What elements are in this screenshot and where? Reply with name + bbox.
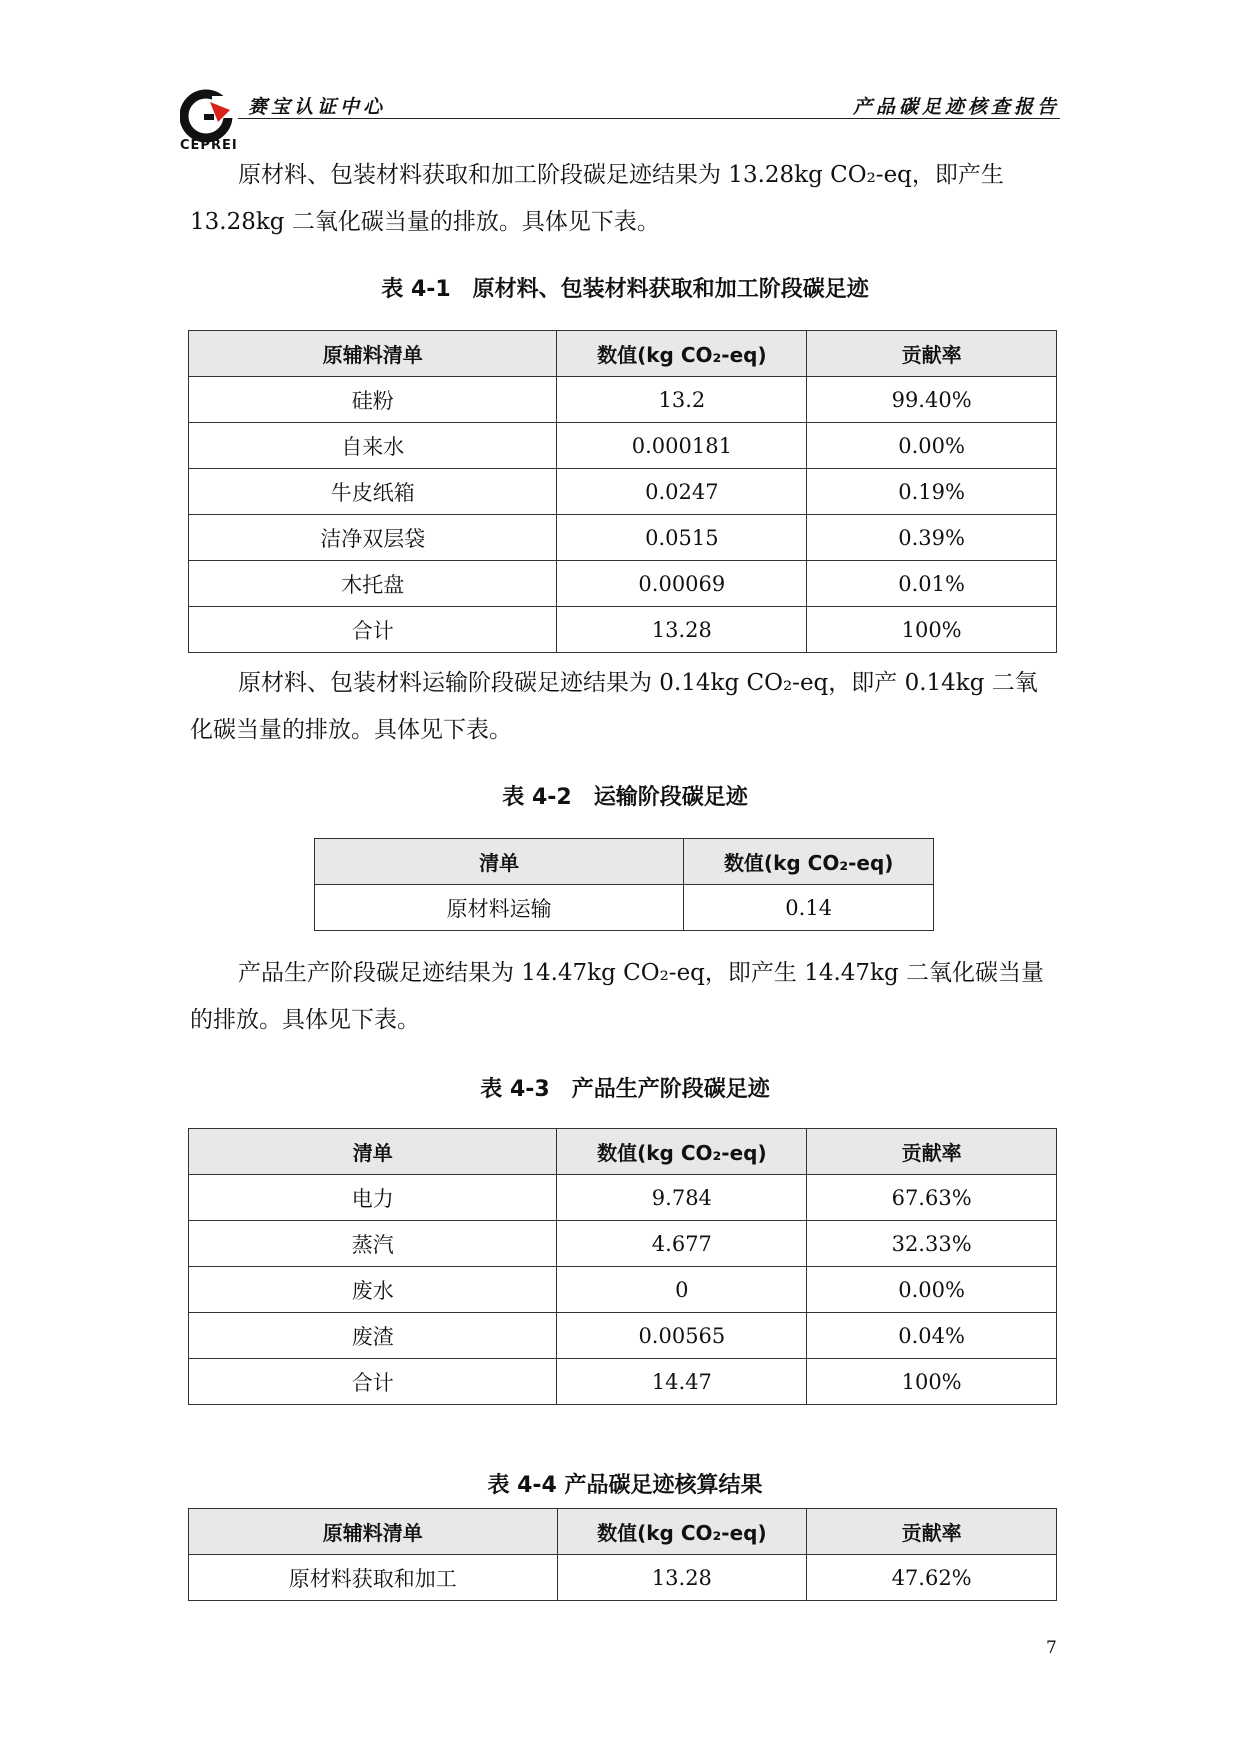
table-cell: 废水 <box>189 1267 557 1313</box>
table-cell: 0.00565 <box>557 1313 807 1359</box>
table-cell: 牛皮纸箱 <box>189 469 557 515</box>
table-cell: 0.0515 <box>557 515 807 561</box>
table-2-caption: 表 4-2 运输阶段碳足迹 <box>502 785 748 810</box>
table-cell: 0.0247 <box>557 469 807 515</box>
table-row <box>189 377 1057 423</box>
table-cell: 硅粉 <box>189 377 557 423</box>
table-4-header-item: 原辅料清单 <box>189 1509 558 1555</box>
table-3-caption: 表 4-3 产品生产阶段碳足迹 <box>480 1077 770 1102</box>
paragraph-3 <box>190 950 1060 1044</box>
table-row <box>189 515 1057 561</box>
table-1 <box>188 330 1057 653</box>
table-cell: 100% <box>807 1359 1057 1405</box>
table-4-header-value: 数值(kg CO₂-eq) <box>557 1509 807 1555</box>
table-cell: 0.00069 <box>557 561 807 607</box>
table-row <box>189 423 1057 469</box>
table-4-header-rate: 贡献率 <box>807 1509 1057 1555</box>
table-2-header-row <box>315 839 934 885</box>
table-cell: 木托盘 <box>189 561 557 607</box>
page-number: 7 <box>1046 1638 1057 1658</box>
table-cell: 0.19% <box>807 469 1057 515</box>
table-cell: 100% <box>807 607 1057 653</box>
table-row <box>189 1555 1057 1601</box>
paragraph-3-text: 产品生产阶段碳足迹结果为 14.47kg CO₂-eq，即产生 14.47kg 二氧化碳当量的排放。具体见下表。 <box>190 960 1045 1033</box>
table-2-header-item: 清单 <box>315 839 684 885</box>
table-cell: 废渣 <box>189 1313 557 1359</box>
table-cell: 合计 <box>189 1359 557 1405</box>
table-3-header-row <box>189 1129 1057 1175</box>
table-3-header-rate: 贡献率 <box>807 1129 1057 1175</box>
table-3-header-value: 数值(kg CO₂-eq) <box>557 1129 807 1175</box>
table-1-header-rate: 贡献率 <box>807 331 1057 377</box>
table-cell: 4.677 <box>557 1221 807 1267</box>
table-cell: 电力 <box>189 1175 557 1221</box>
table-cell: 原材料获取和加工 <box>189 1555 558 1601</box>
table-cell: 14.47 <box>557 1359 807 1405</box>
table-cell: 蒸汽 <box>189 1221 557 1267</box>
table-2 <box>314 838 934 931</box>
header-rule <box>238 118 1060 119</box>
table-cell: 0.39% <box>807 515 1057 561</box>
table-row <box>189 561 1057 607</box>
table-4 <box>188 1508 1057 1601</box>
table-cell: 原材料运输 <box>315 885 684 931</box>
table-1-header-value: 数值(kg CO₂-eq) <box>557 331 807 377</box>
table-row <box>189 1267 1057 1313</box>
table-cell: 47.62% <box>807 1555 1057 1601</box>
table-4-caption: 表 4-4 产品碳足迹核算结果 <box>487 1473 763 1498</box>
table-row-total <box>189 1359 1057 1405</box>
table-4-header-row <box>189 1509 1057 1555</box>
table-row-total <box>189 607 1057 653</box>
table-cell: 13.28 <box>557 1555 807 1601</box>
logo-text: CEPREI <box>180 138 238 153</box>
paragraph-1 <box>190 152 1060 246</box>
table-row <box>189 1221 1057 1267</box>
paragraph-1-text: 原材料、包装材料获取和加工阶段碳足迹结果为 13.28kg CO₂-eq，即产生 13.28kg 二氧化碳当量的排放。具体见下表。 <box>190 162 1004 235</box>
paragraph-2-text: 原材料、包装材料运输阶段碳足迹结果为 0.14kg CO₂-eq，即产 0.14kg 二氧化碳当量的排放。具体见下表。 <box>190 670 1038 743</box>
table-cell: 13.2 <box>557 377 807 423</box>
table-row <box>189 1175 1057 1221</box>
table-3-header-item: 清单 <box>189 1129 557 1175</box>
table-2-header-value: 数值(kg CO₂-eq) <box>684 839 934 885</box>
table-3 <box>188 1128 1057 1405</box>
table-cell: 0.00% <box>807 1267 1057 1313</box>
table-cell: 0.04% <box>807 1313 1057 1359</box>
table-row <box>189 1313 1057 1359</box>
org-name: 赛宝认证中心 <box>248 96 387 118</box>
table-1-header-item: 原辅料清单 <box>189 331 557 377</box>
table-1-header-row <box>189 331 1057 377</box>
table-cell: 0.00% <box>807 423 1057 469</box>
table-cell: 0.000181 <box>557 423 807 469</box>
table-row <box>315 885 934 931</box>
table-cell: 自来水 <box>189 423 557 469</box>
table-row <box>189 469 1057 515</box>
table-cell: 13.28 <box>557 607 807 653</box>
table-cell: 0.14 <box>684 885 934 931</box>
table-cell: 99.40% <box>807 377 1057 423</box>
table-cell: 0.01% <box>807 561 1057 607</box>
paragraph-2 <box>190 660 1060 754</box>
table-cell: 合计 <box>189 607 557 653</box>
table-cell: 67.63% <box>807 1175 1057 1221</box>
report-title: 产品碳足迹核查报告 <box>852 96 1060 118</box>
table-cell: 32.33% <box>807 1221 1057 1267</box>
table-cell: 9.784 <box>557 1175 807 1221</box>
table-cell: 0 <box>557 1267 807 1313</box>
table-cell: 洁净双层袋 <box>189 515 557 561</box>
table-1-caption: 表 4-1 原材料、包装材料获取和加工阶段碳足迹 <box>381 277 869 302</box>
